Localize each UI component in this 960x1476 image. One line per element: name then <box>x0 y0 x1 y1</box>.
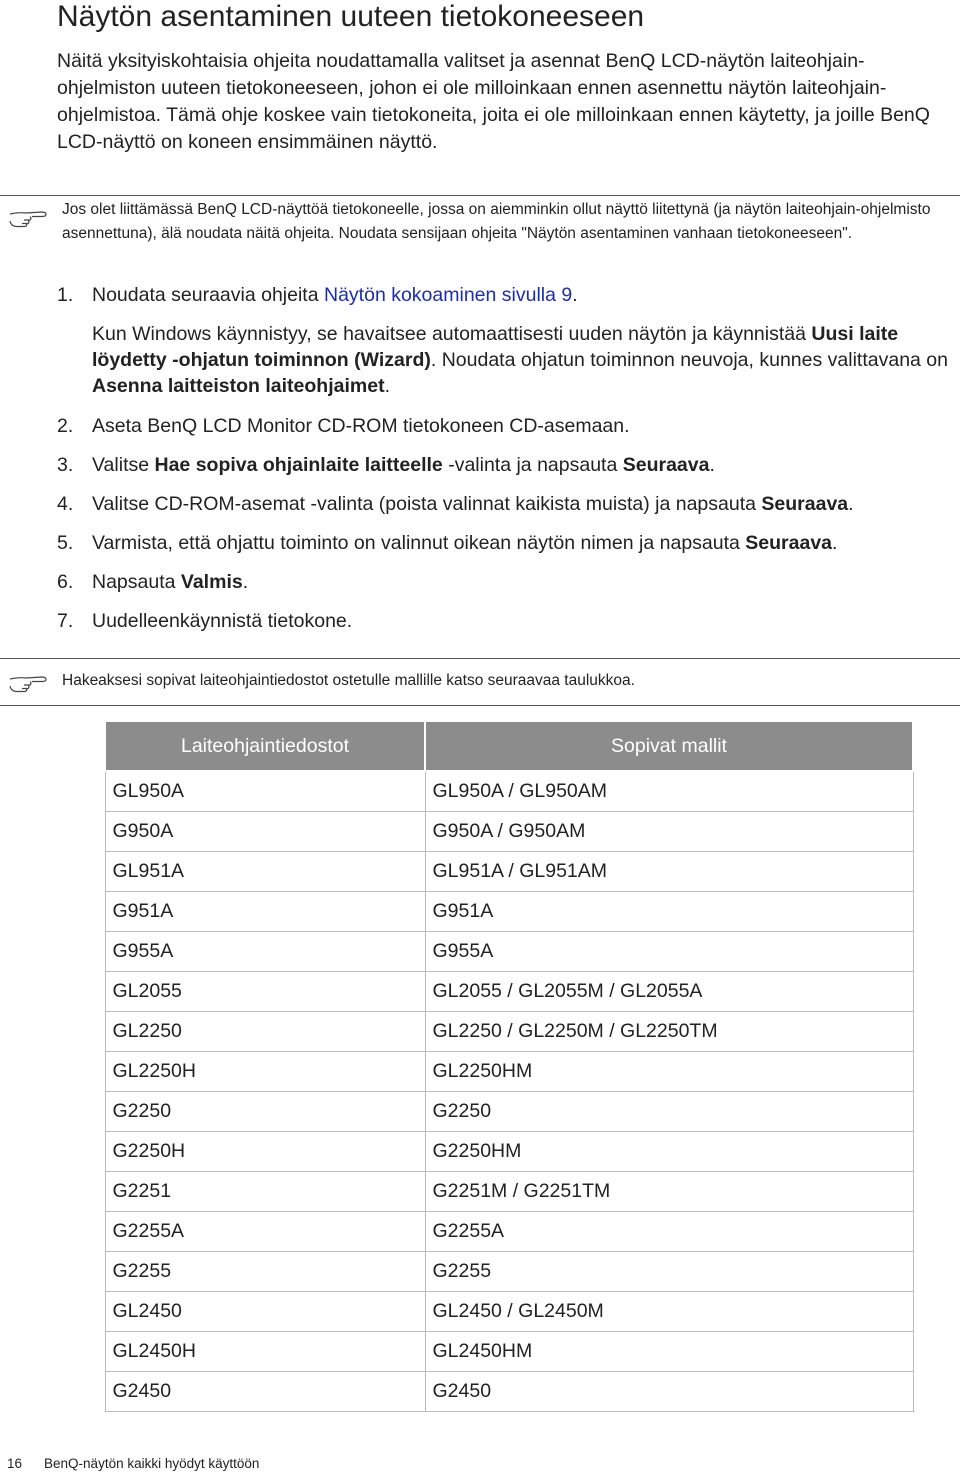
driver-file-cell: GL2055 <box>105 972 425 1012</box>
compatible-model-cell: GL2250 / GL2250M / GL2250TM <box>425 1012 913 1052</box>
footer-title: BenQ-näytön kaikki hyödyt käyttöön <box>44 1456 260 1471</box>
driver-file-cell: G2251 <box>105 1172 425 1212</box>
note-text: Jos olet liittämässä BenQ LCD-näyttöä tietokoneelle, jossa on aiemminkin ollut näyttö liitettynä (ja näytön laiteohjain-ohjelmisto asennettuna), älä noudata näitä ohjeita. Noudata sensijaan ohjeita "Näytön asentaminen vanhaan tietokoneeseen". <box>62 201 931 242</box>
driver-file-cell: G951A <box>105 892 425 932</box>
table-row <box>105 972 913 1012</box>
intro-paragraph: Näitä yksityiskohtaisia ohjeita noudattamalla valitset ja asennat BenQ LCD-näytön laiteohjain-ohjelmiston uuteen tietokoneeseen, johon ei ole milloinkaan ennen asennettu näytön laiteohjain-ohjelmistoa. Tämä ohje koskee vain tietokoneita, joita ei ole milloinkaan ennen käytetty, ja joille BenQ LCD-näyttö on koneen ensimmäinen näyttö. <box>57 50 930 153</box>
table-body <box>105 771 913 1412</box>
step-text: . <box>848 493 854 515</box>
column-header: Sopivat mallit <box>425 721 913 771</box>
step-6 <box>57 571 957 610</box>
driver-file-cell: GL2250 <box>105 1012 425 1052</box>
compatible-model-cell: GL2450HM <box>425 1332 913 1372</box>
page-number: 16 <box>7 1456 23 1471</box>
compatible-model-cell: GL2250HM <box>425 1052 913 1092</box>
step-number: 1. <box>57 284 74 306</box>
driver-table <box>104 720 914 1412</box>
detail-text: Kun Windows käynnistyy, se havaitsee automaattisesti uuden näytön ja käynnistää <box>92 323 812 345</box>
table-row <box>105 1212 913 1252</box>
pointing-hand-icon <box>8 206 50 228</box>
note-box <box>0 195 960 276</box>
driver-file-cell: GL2450 <box>105 1292 425 1332</box>
table-row <box>105 932 913 972</box>
table-row <box>105 1172 913 1212</box>
step-7 <box>57 610 957 649</box>
step-text: Napsauta <box>92 571 181 593</box>
step-text: Varmista, että ohjattu toiminto on valinnut oikean näytön nimen ja napsauta <box>92 532 746 554</box>
table-row <box>105 1052 913 1092</box>
step-1 <box>57 284 957 399</box>
compatible-model-cell: G2255A <box>425 1212 913 1252</box>
step-text: . <box>832 532 838 554</box>
page-title: Näytön asentaminen uuteen tietokoneeseen <box>57 0 645 33</box>
step-text: Valitse <box>92 454 155 476</box>
page-footer <box>7 1456 259 1471</box>
step-4 <box>57 493 957 532</box>
table-row <box>105 1292 913 1332</box>
step-text: . <box>242 571 249 593</box>
table-row <box>105 1132 913 1172</box>
next-label: Seuraava <box>761 493 849 515</box>
step-2 <box>57 415 957 454</box>
next-label: Seuraava <box>622 454 710 476</box>
detail-text: . <box>384 375 390 397</box>
driver-file-cell: G2255A <box>105 1212 425 1252</box>
driver-file-cell: GL950A <box>105 771 425 812</box>
compatible-model-cell: GL2450 / GL2450M <box>425 1292 913 1332</box>
assembly-page-link[interactable]: Näytön kokoaminen sivulla 9 <box>324 284 573 306</box>
compatible-model-cell: G950A / G950AM <box>425 812 913 852</box>
step-text-end: . <box>572 284 578 306</box>
step-3 <box>57 454 957 493</box>
table-row <box>105 1372 913 1412</box>
table-row <box>105 771 913 812</box>
driver-file-cell: G2450 <box>105 1372 425 1412</box>
compatible-model-cell: G2250HM <box>425 1132 913 1172</box>
compatible-model-cell: G2450 <box>425 1372 913 1412</box>
step-number: 2. <box>57 415 74 437</box>
note-text: Hakeaksesi sopivat laiteohjaintiedostot ostetulle mallille katso seuraavaa taulukkoa. <box>62 672 635 689</box>
step-text: Valitse CD-ROM-asemat -valinta (poista valinnat kaikista muista) ja napsauta <box>92 493 762 515</box>
note-box <box>0 658 960 706</box>
step-5 <box>57 532 957 571</box>
step-number: 5. <box>57 532 74 554</box>
driver-file-cell: G2250H <box>105 1132 425 1172</box>
driver-file-cell: G2255 <box>105 1252 425 1292</box>
step-1-detail <box>92 321 957 399</box>
install-steps <box>57 284 957 649</box>
install-driver-option: Asenna laitteiston laiteohjaimet <box>92 375 385 397</box>
table-header-row <box>105 721 913 771</box>
step-number: 3. <box>57 454 74 476</box>
compatible-model-cell: G2251M / G2251TM <box>425 1172 913 1212</box>
search-driver-option: Hae sopiva ohjainlaite laitteelle <box>154 454 443 476</box>
driver-file-cell: G2250 <box>105 1092 425 1132</box>
table-row <box>105 1012 913 1052</box>
driver-file-cell: G950A <box>105 812 425 852</box>
wizard-name: Uusi laite löydetty -ohjatun toiminnon (Wizard) <box>92 323 899 371</box>
column-header: Laiteohjaintiedostot <box>105 721 425 771</box>
compatible-model-cell: G955A <box>425 932 913 972</box>
next-label: Seuraava <box>745 532 833 554</box>
step-text: Noudata seuraavia ohjeita <box>92 284 324 306</box>
finish-label: Valmis <box>180 571 243 593</box>
step-number: 4. <box>57 493 74 515</box>
step-number: 7. <box>57 610 74 632</box>
detail-text: . Noudata ohjatun toiminnon neuvoja, kunnes valittavana on <box>430 349 948 371</box>
table-row <box>105 852 913 892</box>
step-text: -valinta ja napsauta <box>442 454 623 476</box>
compatible-model-cell: G951A <box>425 892 913 932</box>
step-text: Aseta BenQ LCD Monitor CD-ROM tietokoneen CD-asemaan. <box>92 415 630 437</box>
step-text: Uudelleenkäynnistä tietokone. <box>92 610 353 632</box>
compatible-model-cell: GL2055 / GL2055M / GL2055A <box>425 972 913 1012</box>
pointing-hand-icon <box>8 671 50 693</box>
compatible-model-cell: G2250 <box>425 1092 913 1132</box>
table-row <box>105 812 913 852</box>
step-text: . <box>709 454 715 476</box>
compatible-model-cell: G2255 <box>425 1252 913 1292</box>
table-row <box>105 1092 913 1132</box>
table-row <box>105 1332 913 1372</box>
step-number: 6. <box>57 571 74 593</box>
driver-file-cell: GL951A <box>105 852 425 892</box>
compatible-model-cell: GL950A / GL950AM <box>425 771 913 812</box>
table-row <box>105 892 913 932</box>
compatible-model-cell: GL951A / GL951AM <box>425 852 913 892</box>
table-row <box>105 1252 913 1292</box>
driver-file-cell: GL2250H <box>105 1052 425 1092</box>
driver-file-cell: G955A <box>105 932 425 972</box>
driver-file-cell: GL2450H <box>105 1332 425 1372</box>
